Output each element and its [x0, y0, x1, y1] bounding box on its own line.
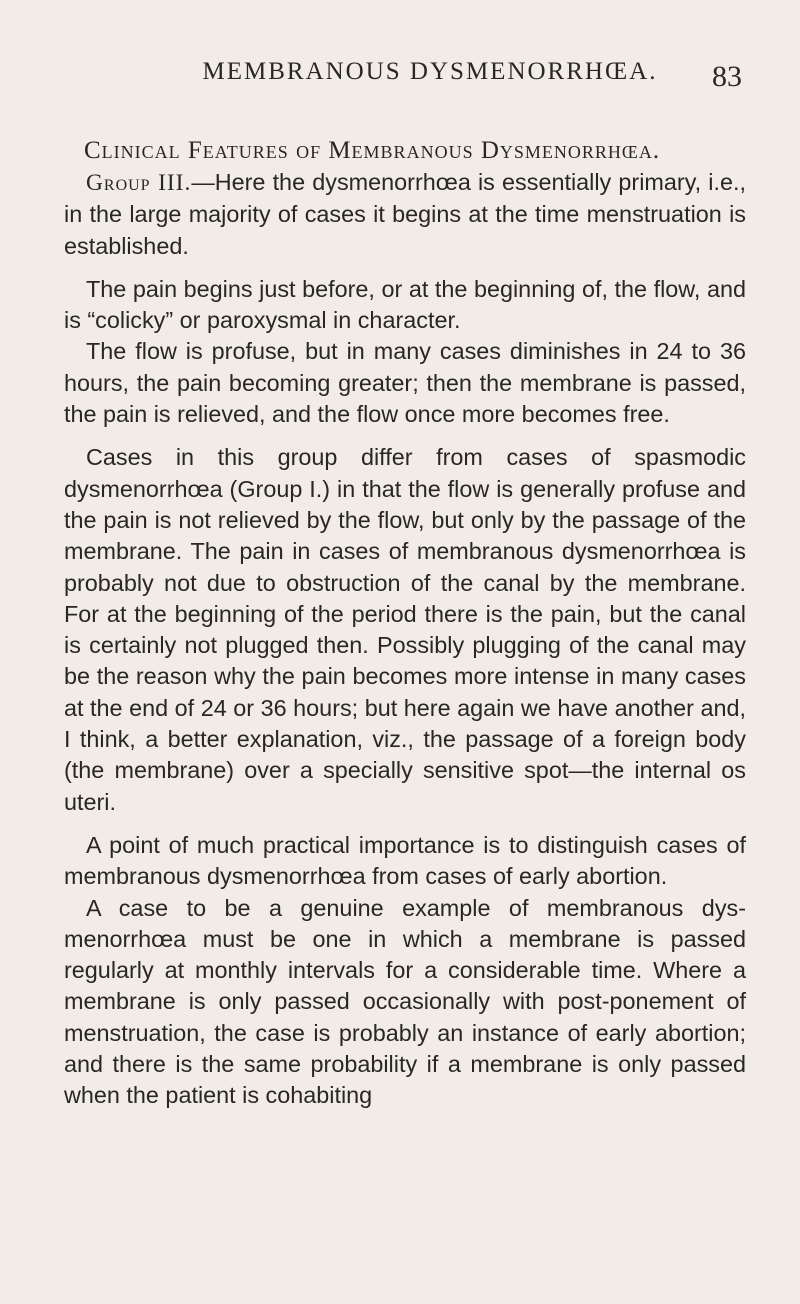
paragraph-genuine-case: A case to be a genuine example of membranous dys-menorrhœa must be one in which a membrane is passed regularly at monthly intervals for a considerable time. Where a membrane is only passed occasionally with post-ponement of menstruation, the case is probably an instance of early abortion; and there is the same probability if a membrane is only passed when the patient is cohabiting	[64, 894, 746, 1109]
paragraph-group-three	[64, 167, 746, 262]
paragraph-lead: Group III.	[86, 170, 192, 196]
page-number: 83	[712, 60, 742, 93]
section-title: Clinical Features of Membranous Dysmenorrhœa.	[84, 137, 661, 164]
paragraph-comparison: Cases in this group differ from cases of spasmodic dysmenorrhœa (Group I.) in that the flow is generally profuse and the pain is not relieved by the flow, but only by the passage of the membrane. The pain in cases of membranous dysmenorrhœa is probably not due to obstruction of the canal by the membrane. For at the beginning of the period there is the pain, but the canal is certainly not plugged then. Possibly plugging of the canal may be the reason why the pain becomes more intense in many cases at the end of 24 or 36 hours; but here again we have another and, I think, a better explanation, viz., the passage of a foreign body (the membrane) over a specially sensitive spot—the internal os uteri.	[64, 444, 746, 815]
paragraph-distinguish: A point of much practical importance is to distinguish cases of membranous dysmenorrhœa from cases of early abortion.	[64, 831, 746, 890]
paragraph-pain-onset: The pain begins just before, or at the beginning of, the flow, and is “colicky” or paroxysmal in character.	[64, 275, 746, 334]
paragraph-text: —Here the dysmenorrhœa is essentially primary, i.e., in the large majority of cases it begins at the time menstruation is established.	[64, 169, 747, 259]
paragraph-flow: The flow is profuse, but in many cases diminishes in 24 to 36 hours, the pain becoming greater; then the membrane is passed, the pain is relieved, and the flow once more becomes free.	[64, 338, 746, 428]
running-head: MEMBRANOUS DYSMENORRHŒA.	[202, 58, 658, 85]
body-text	[64, 136, 746, 1112]
